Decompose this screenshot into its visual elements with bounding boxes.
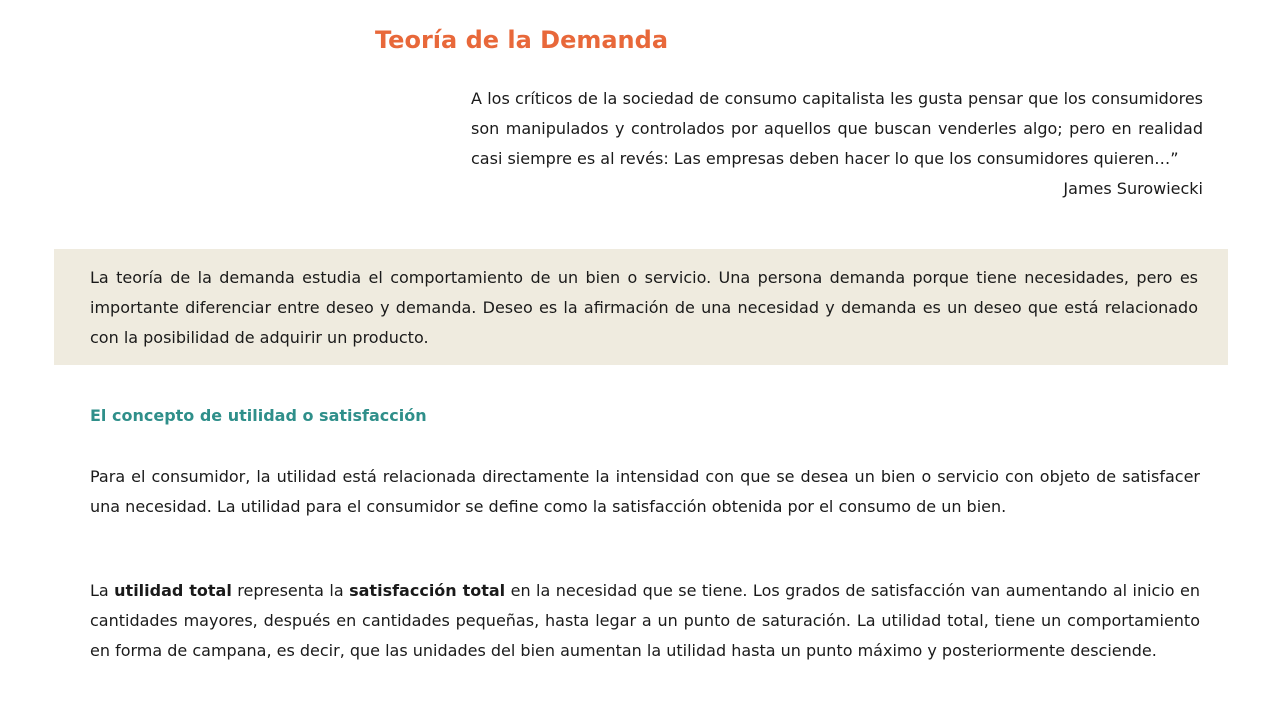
total-utility-text-1: La bbox=[90, 581, 115, 600]
total-utility-term: utilidad total bbox=[114, 581, 232, 600]
quote-author: James Surowiecki bbox=[1063, 179, 1203, 198]
quote-block bbox=[471, 84, 1203, 204]
utility-paragraph: Para el consumidor, la utilidad está relacionada directamente la intensidad con que se desea un bien o servicio con objeto de satisfacer una necesidad. La utilidad para el consumidor se define como la satisfacción obtenida por el consumo de un bien. bbox=[90, 467, 1200, 516]
definition-box bbox=[54, 249, 1228, 365]
quote-text: A los críticos de la sociedad de consumo capitalista les gusta pensar que los consumidores son manipulados y controlados por aquellos que buscan venderles algo; pero en realidad casi siempre es al revés: Las empresas deben hacer lo que los consumidores quieren…” bbox=[471, 89, 1203, 168]
total-utility-paragraph bbox=[90, 576, 1200, 666]
total-utility-text-3: en la necesidad que se tiene. Los grados de satisfacción van aumentando al inicio en cantidades mayores, después en cantidades pequeñas, hasta legar a un punto de saturación. La utilidad total, tiene un comportamiento en forma de campana, es decir, que las unidades del bien aumentan la utilidad hasta un punto máximo y posteriormente desciende. bbox=[90, 581, 1200, 660]
total-utility-text-2: representa la bbox=[231, 581, 350, 600]
slide-title: Teoría de la Demanda bbox=[375, 26, 669, 54]
section-heading: El concepto de utilidad o satisfacción bbox=[90, 406, 427, 425]
total-satisfaction-term: satisfacción total bbox=[349, 581, 506, 600]
definition-text: La teoría de la demanda estudia el comportamiento de un bien o servicio. Una persona demanda porque tiene necesidades, pero es importante diferenciar entre deseo y demanda. Deseo es la afirmación de una necesidad y demanda es un deseo que está relacionado con la posibilidad de adquirir un producto. bbox=[90, 268, 1198, 347]
